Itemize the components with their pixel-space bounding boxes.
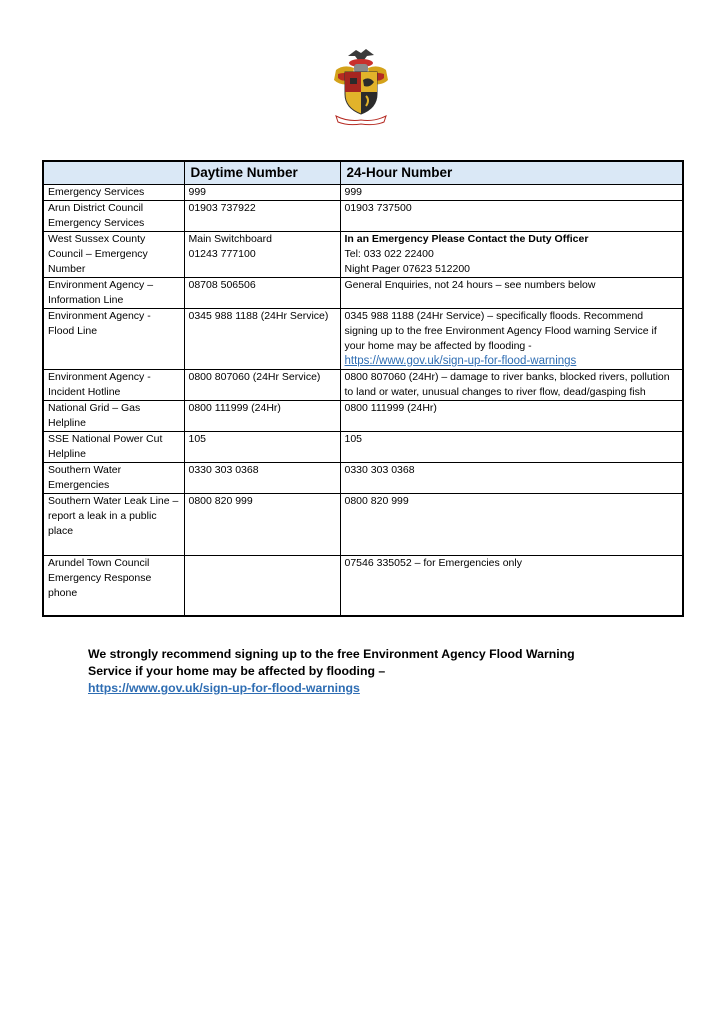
flood-warnings-link[interactable]: https://www.gov.uk/sign-up-for-flood-warnings — [344, 355, 577, 367]
table-row — [43, 185, 683, 201]
24-hour-number: 0800 111999 (24Hr) — [340, 401, 683, 432]
table-row — [43, 201, 683, 232]
table-row — [43, 463, 683, 494]
24-hour-number — [340, 309, 683, 370]
table-row — [43, 432, 683, 463]
emergency-contacts-table — [42, 160, 684, 617]
24-hour-number: 0800 807060 (24Hr) – damage to river banks, blocked rivers, pollution to land or water, unusual changes to river flow, dead/gasping fish — [340, 370, 683, 401]
24-hour-number: 999 — [340, 185, 683, 201]
service-name: Arun District Council Emergency Services — [43, 201, 184, 232]
council-crest-icon — [330, 44, 392, 126]
table-row — [43, 556, 683, 616]
service-name: Environment Agency - Flood Line — [43, 309, 184, 370]
table-row — [43, 309, 683, 370]
daytime-number — [184, 232, 340, 278]
header-daytime-number: Daytime Number — [184, 161, 340, 185]
night-pager: Night Pager 07623 512200 — [344, 263, 471, 275]
service-name: Southern Water Emergencies — [43, 463, 184, 494]
24-hour-number — [340, 232, 683, 278]
service-name: Arundel Town Council Emergency Response phone — [43, 556, 184, 616]
24-hour-number: 07546 335052 – for Emergencies only — [340, 556, 683, 616]
daytime-number-value: 01243 777100 — [188, 248, 256, 260]
table-row — [43, 278, 683, 309]
flood-line-description: 0345 988 1188 (24Hr Service) – specifically floods. Recommend signing up to the free Environment Agency Flood warning Service if your home may be affected by flooding - — [344, 310, 657, 352]
recommendation-line-2: Service if your home may be affected by flooding – — [88, 664, 386, 678]
24-hour-number: General Enquiries, not 24 hours – see numbers below — [340, 278, 683, 309]
daytime-number-label: Main Switchboard — [188, 233, 272, 245]
daytime-number: 0330 303 0368 — [184, 463, 340, 494]
table-row — [43, 401, 683, 432]
service-name: National Grid – Gas Helpline — [43, 401, 184, 432]
header-service — [43, 161, 184, 185]
flood-warnings-signup-link[interactable]: https://www.gov.uk/sign-up-for-flood-warnings — [88, 681, 360, 695]
duty-officer-notice: In an Emergency Please Contact the Duty Officer — [344, 233, 589, 245]
table-row — [43, 370, 683, 401]
table-header-row — [43, 161, 683, 185]
daytime-number: 105 — [184, 432, 340, 463]
daytime-number: 01903 737922 — [184, 201, 340, 232]
24-hour-number: 105 — [340, 432, 683, 463]
daytime-number: 0345 988 1188 (24Hr Service) — [184, 309, 340, 370]
24-hour-number: 0330 303 0368 — [340, 463, 683, 494]
service-name: Environment Agency - Incident Hotline — [43, 370, 184, 401]
24-hour-number: 01903 737500 — [340, 201, 683, 232]
service-name: Environment Agency – Information Line — [43, 278, 184, 309]
daytime-number: 08708 506506 — [184, 278, 340, 309]
header-24-hour-number: 24-Hour Number — [340, 161, 683, 185]
service-name: Emergency Services — [43, 185, 184, 201]
service-name: SSE National Power Cut Helpline — [43, 432, 184, 463]
daytime-number: 0800 807060 (24Hr Service) — [184, 370, 340, 401]
table-row — [43, 232, 683, 278]
flood-warning-recommendation — [88, 646, 648, 697]
daytime-number — [184, 556, 340, 616]
service-name: Southern Water Leak Line – report a leak in a public place — [43, 494, 184, 556]
table-row — [43, 494, 683, 556]
24-hour-number: 0800 820 999 — [340, 494, 683, 556]
daytime-number: 0800 820 999 — [184, 494, 340, 556]
duty-officer-tel: Tel: 033 022 22400 — [344, 248, 434, 260]
daytime-number: 0800 111999 (24Hr) — [184, 401, 340, 432]
daytime-number: 999 — [184, 185, 340, 201]
recommendation-line-1: We strongly recommend signing up to the free Environment Agency Flood Warning — [88, 647, 575, 661]
service-name: West Sussex County Council – Emergency Number — [43, 232, 184, 278]
